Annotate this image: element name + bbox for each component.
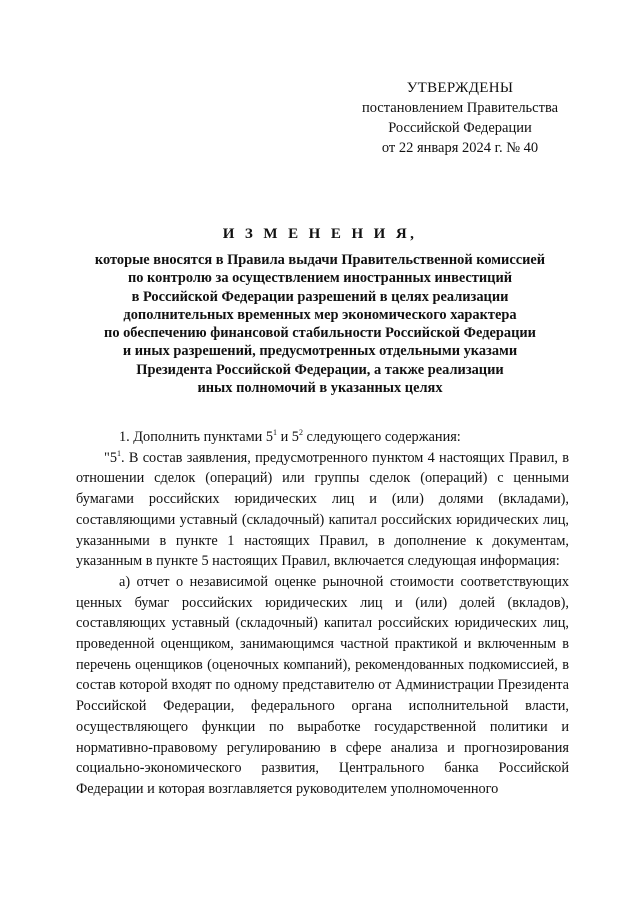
para2-text-b: . В состав заявления, предусмотренного пунктом 4 настоящих Правил, в отношении сделок (операций) или группы сделок (операций) с ценными бумагами российских юридических лиц и (или) долями (вкладами), составляющими уставный (складочный) капитал российских юридических лиц, указанными в пункте 1 настоящих Правил, в дополнение к документам, указанным в пункте 5 настоящих Правил, включается следующая информация: bbox=[76, 449, 569, 570]
subtitle-line: по обеспечению финансовой стабильности Российской Федерации bbox=[104, 325, 536, 342]
paragraph-5-1 bbox=[76, 448, 569, 572]
subtitle-line: и иных разрешений, предусмотренных отдельными указами bbox=[122, 343, 518, 360]
approval-line-1: постановлением Правительства bbox=[361, 100, 559, 116]
subtitle-line: иных полномочий в указанных целях bbox=[197, 380, 443, 397]
item1-sup-b: 2 bbox=[298, 428, 303, 437]
subtitle-line: в Российской Федерации разрешений в целях реализации bbox=[131, 288, 509, 305]
item1-text-c: следующего содержания: bbox=[302, 429, 461, 445]
document-body bbox=[76, 427, 569, 800]
subtitle-line: дополнительных временных мер экономического характера bbox=[123, 306, 517, 323]
item1-text-a: 1. Дополнить пунктами 5 bbox=[119, 429, 273, 445]
para2-text-a: "5 bbox=[104, 449, 117, 466]
subtitle-line: по контролю за осуществлением иностранных инвестиций bbox=[127, 270, 513, 287]
title-subtitle bbox=[70, 251, 570, 397]
title-main: И З М Е Н Е Н И Я, bbox=[222, 226, 418, 242]
approval-line-3: от 22 января 2024 г. № 40 bbox=[381, 140, 539, 156]
approval-heading: УТВЕРЖДЕНЫ bbox=[406, 80, 514, 96]
paragraph-a: а) отчет о независимой оценке рыночной стоимости соответствующих ценных бумаг российских юридических лиц и (или) долей (вкладов), составляющих уставный (складочный) капитал российских юридических лиц, проведенной оценщиком, занимающимся частной практикой и включенным в перечень оценщиков (оценочных компаний), рекомендованных подкомиссией, в состав которой входят по одному представителю от Администрации Президента Российской Федерации, федерального органа исполнительной власти, осуществляющего функции по выработке государственной политики и нормативно-правовому регулированию в сфере анализа и прогнозирования социально-экономического развития, Центрального банка Российской Федерации и которая возглавляется руководителем уполномоченного bbox=[76, 573, 569, 797]
para2-sup: 1 bbox=[117, 448, 121, 458]
document-title bbox=[70, 226, 570, 397]
approval-line-2: Российской Федерации bbox=[388, 120, 532, 136]
approval-block bbox=[330, 78, 590, 158]
subtitle-line: Президента Российской Федерации, а также реализации bbox=[136, 361, 504, 378]
paragraph-item-1 bbox=[76, 427, 569, 448]
subtitle-line: которые вносятся в Правила выдачи Правительственной комиссией bbox=[94, 252, 546, 268]
item1-text-b: и 5 bbox=[277, 429, 299, 445]
item1-sup-a: 1 bbox=[273, 428, 277, 437]
